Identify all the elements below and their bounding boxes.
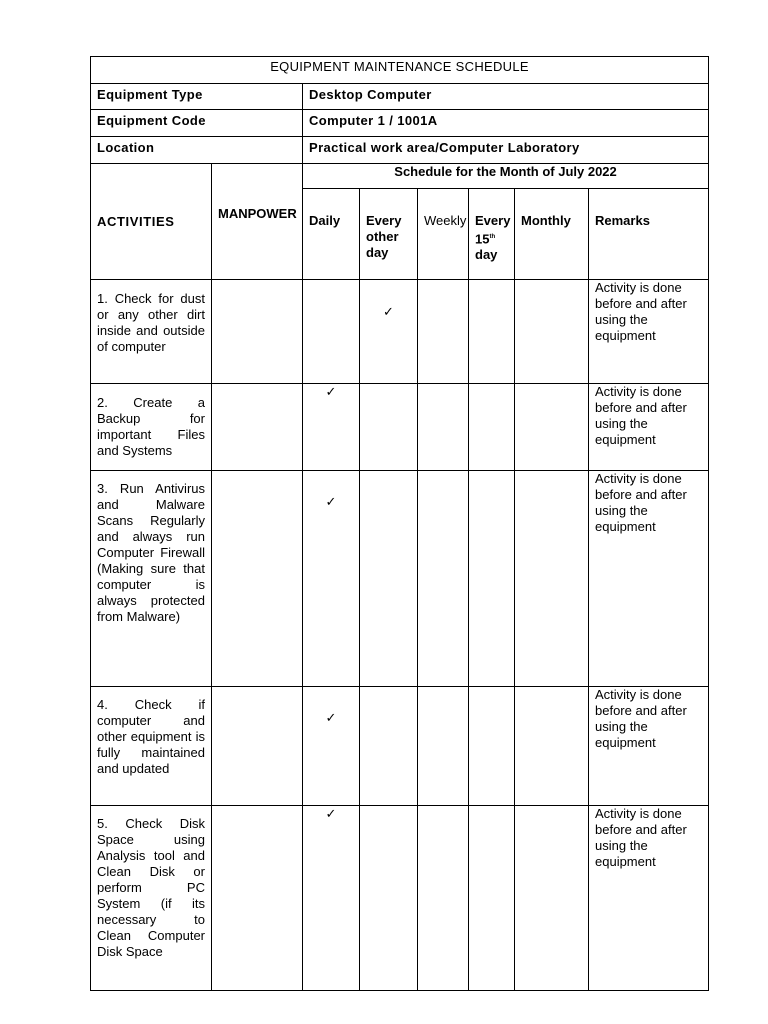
- weekly-cell: [418, 384, 469, 471]
- remark-cell: Activity is done before and after using the equipment: [589, 471, 709, 687]
- remarks-header: Remarks: [589, 189, 709, 280]
- check-mark-icon: ✓: [303, 687, 360, 806]
- table-row: [91, 384, 709, 471]
- activity-cell: 2. Create a Backup for important Files and Systems: [91, 384, 212, 471]
- manpower-cell: [212, 280, 303, 384]
- remark-cell: Activity is done before and after using the equipment: [589, 687, 709, 806]
- schedule-heading: Schedule for the Month of July 2022: [303, 164, 709, 189]
- activity-cell: 4. Check if computer and other equipment is fully maintained and updated: [91, 687, 212, 806]
- table-row: [91, 687, 709, 806]
- monthly-cell: [515, 687, 589, 806]
- equipment-type-label: Equipment Type: [91, 84, 303, 110]
- manpower-cell: [212, 687, 303, 806]
- every-other-day-header: Every other day: [360, 189, 418, 280]
- every-15th-cell: [469, 687, 515, 806]
- remark-cell: Activity is done before and after using the equipment: [589, 384, 709, 471]
- manpower-cell: [212, 471, 303, 687]
- every-15th-cell: [469, 280, 515, 384]
- activities-header: ACTIVITIES: [91, 164, 212, 280]
- activity-cell: 5. Check Disk Space using Analysis tool and Clean Disk or perform PC System (if its necessary to Clean Computer Disk Space: [91, 806, 212, 991]
- check-mark-icon: ✓: [360, 280, 418, 384]
- activity-cell: 3. Run Antivirus and Malware Scans Regularly and always run Computer Firewall (Making sure that computer is always protected from Malware): [91, 471, 212, 687]
- table-row: [91, 806, 709, 991]
- every-15th-cell: [469, 384, 515, 471]
- manpower-header: MANPOWER: [212, 164, 303, 280]
- check-mark-icon: ✓: [303, 471, 360, 687]
- monthly-cell: [515, 806, 589, 991]
- location-value: Practical work area/Computer Laboratory: [303, 137, 709, 164]
- monthly-cell: [515, 471, 589, 687]
- every-other-day-cell: [360, 471, 418, 687]
- remark-cell: Activity is done before and after using the equipment: [589, 806, 709, 991]
- weekly-cell: [418, 806, 469, 991]
- location-label: Location: [91, 137, 303, 164]
- weekly-cell: [418, 280, 469, 384]
- monthly-header: Monthly: [515, 189, 589, 280]
- manpower-cell: [212, 384, 303, 471]
- monthly-cell: [515, 384, 589, 471]
- activity-cell: 1. Check for dust or any other dirt inside and outside of computer: [91, 280, 212, 384]
- monthly-cell: [515, 280, 589, 384]
- every-15th-cell: [469, 471, 515, 687]
- weekly-cell: [418, 471, 469, 687]
- daily-cell: [303, 280, 360, 384]
- manpower-cell: [212, 806, 303, 991]
- daily-header: Daily: [303, 189, 360, 280]
- every-other-day-cell: [360, 384, 418, 471]
- every-other-day-cell: [360, 687, 418, 806]
- table-row: [91, 280, 709, 384]
- table-row: [91, 471, 709, 687]
- remark-cell: Activity is done before and after using the equipment: [589, 280, 709, 384]
- equipment-code-value: Computer 1 / 1001A: [303, 110, 709, 137]
- every-15th-day-header: Every 15th day: [469, 189, 515, 280]
- weekly-cell: [418, 687, 469, 806]
- check-mark-icon: ✓: [303, 384, 360, 471]
- check-mark-icon: ✓: [303, 806, 360, 991]
- maintenance-schedule-table: [90, 56, 709, 991]
- weekly-header: Weekly: [418, 189, 469, 280]
- every-other-day-cell: [360, 806, 418, 991]
- equipment-type-value: Desktop Computer: [303, 84, 709, 110]
- page-title: EQUIPMENT MAINTENANCE SCHEDULE: [91, 57, 709, 84]
- equipment-code-label: Equipment Code: [91, 110, 303, 137]
- every-15th-cell: [469, 806, 515, 991]
